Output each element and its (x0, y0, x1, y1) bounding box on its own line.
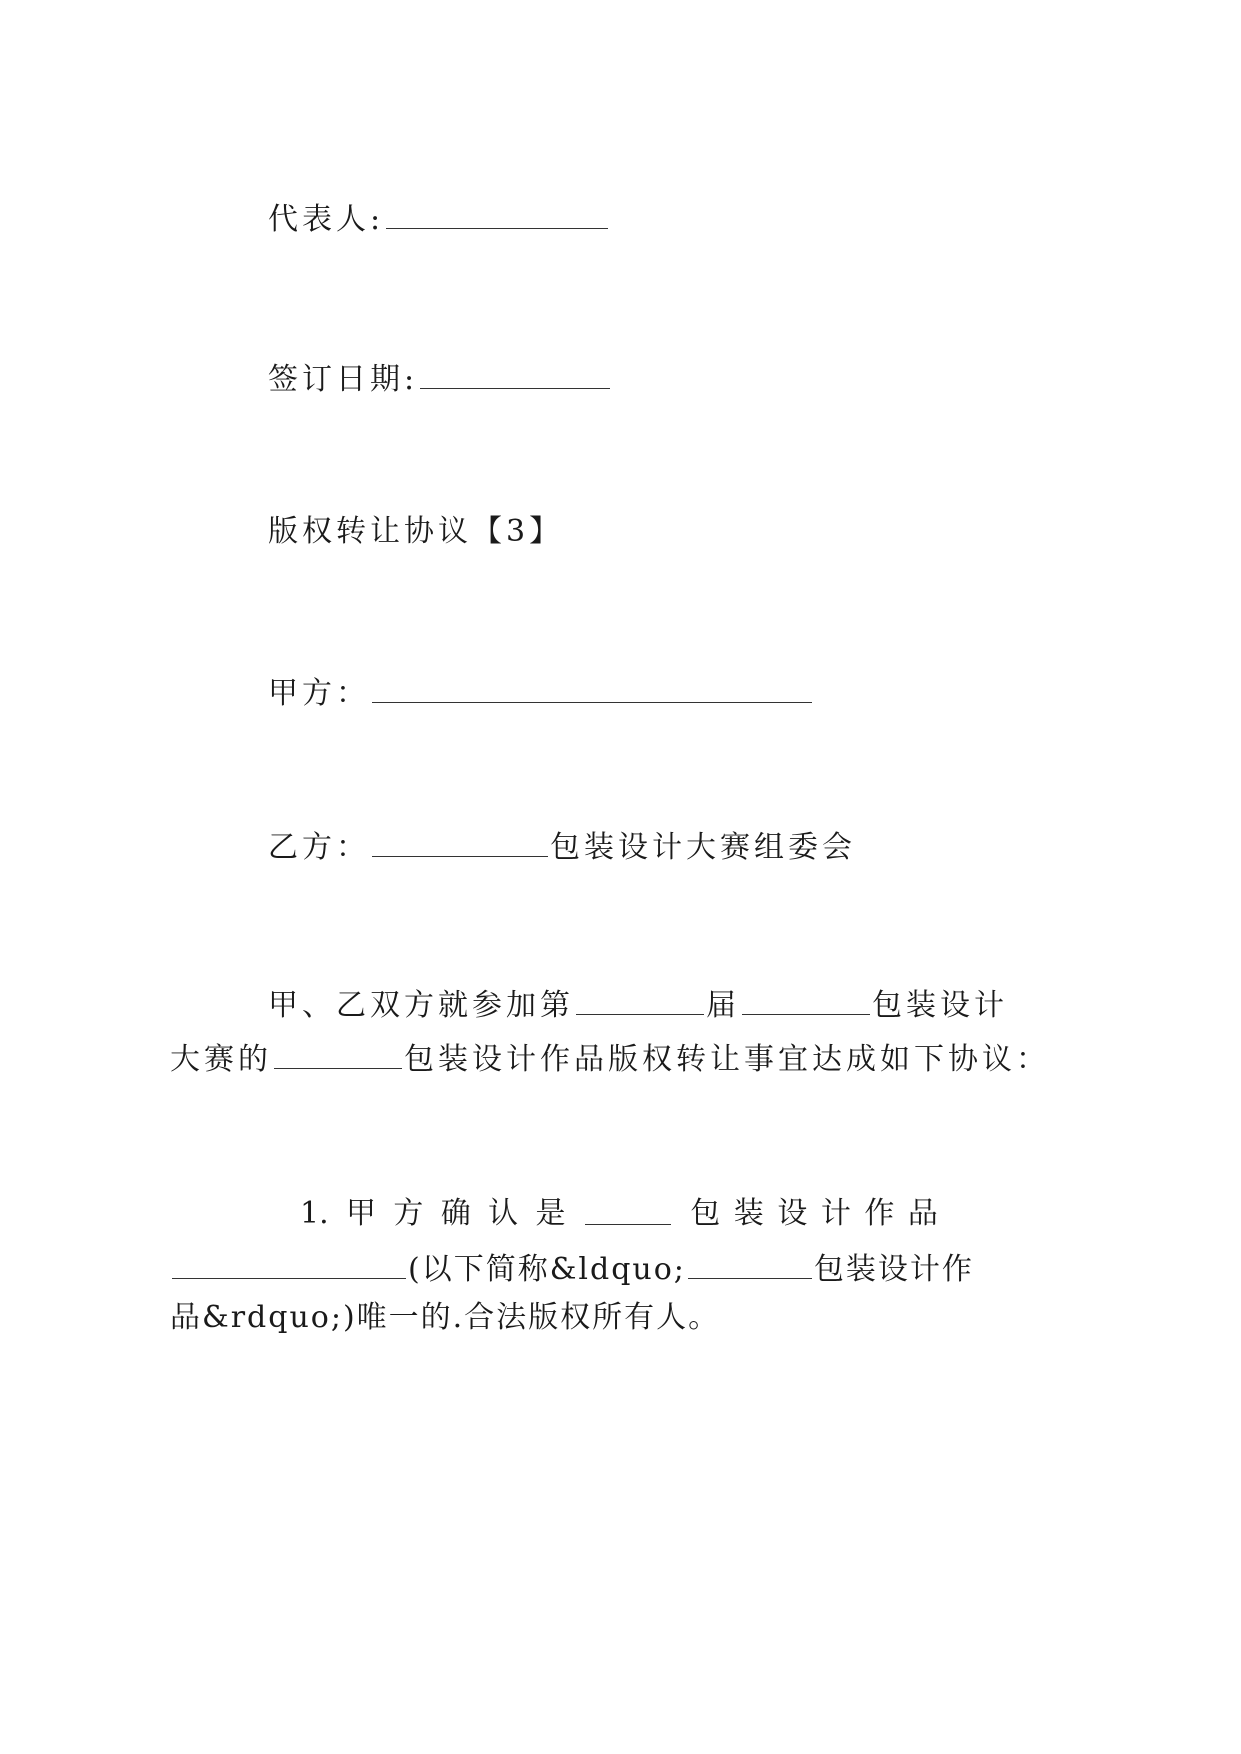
intro-text-2: 届 (706, 988, 740, 1023)
work-blank (274, 1038, 402, 1069)
clause-1-char: 是 (535, 1196, 566, 1231)
clause-1-line3-text: 品&rdquo;)唯一的.合法版权所有人。 (170, 1300, 721, 1335)
clause-1-line2-text-2: 包装设计作 (813, 1252, 974, 1287)
party-b-label: 乙方： (268, 830, 370, 865)
clause-1-line2-text-1: (以下简称&ldquo; (408, 1252, 686, 1287)
work-title-blank (172, 1248, 406, 1279)
clause-1-mid-text: 包 装 设 计 作 品 (690, 1196, 940, 1231)
representative-line (268, 198, 610, 240)
agreement-title (268, 512, 563, 552)
sign-date-label: 签订日期: (268, 362, 419, 397)
representative-label: 代表人: (268, 202, 385, 237)
clause-1-char: 确 (440, 1196, 471, 1231)
clause-1-char: 认 (488, 1196, 519, 1231)
agreement-title-text: 版权转让协议【3】 (268, 514, 564, 549)
party-a-label: 甲方： (268, 676, 370, 711)
clause-1-char: 甲 (346, 1196, 376, 1231)
clause-1-char: 方 (393, 1196, 424, 1231)
clause-1-line-2 (170, 1248, 974, 1290)
session-blank (576, 984, 704, 1015)
author-blank (585, 1194, 671, 1225)
party-b-line (268, 826, 856, 868)
party-b-blank (372, 826, 548, 857)
intro-text-1: 甲、乙双方就参加第 (268, 988, 574, 1023)
party-a-line (268, 672, 814, 714)
party-a-blank (372, 672, 812, 703)
contest-name-blank (742, 984, 870, 1015)
representative-blank (386, 198, 608, 229)
party-b-name: 包装设计大赛组委会 (550, 830, 856, 865)
clause-1-number: 1. (300, 1196, 329, 1231)
intro-line-2 (170, 1038, 1050, 1080)
short-name-blank (688, 1248, 812, 1279)
intro-text-3: 包装设计 (872, 988, 1008, 1023)
clause-1-line-1 (300, 1194, 940, 1234)
intro-line2-text-2: 包装设计作品版权转让事宜达成如下协议： (404, 1042, 1050, 1077)
clause-1-line-3 (170, 1298, 720, 1338)
sign-date-line (268, 358, 612, 400)
intro-line2-text-1: 大赛的 (170, 1042, 272, 1077)
intro-line-1 (268, 984, 1008, 1026)
sign-date-blank (420, 358, 610, 389)
